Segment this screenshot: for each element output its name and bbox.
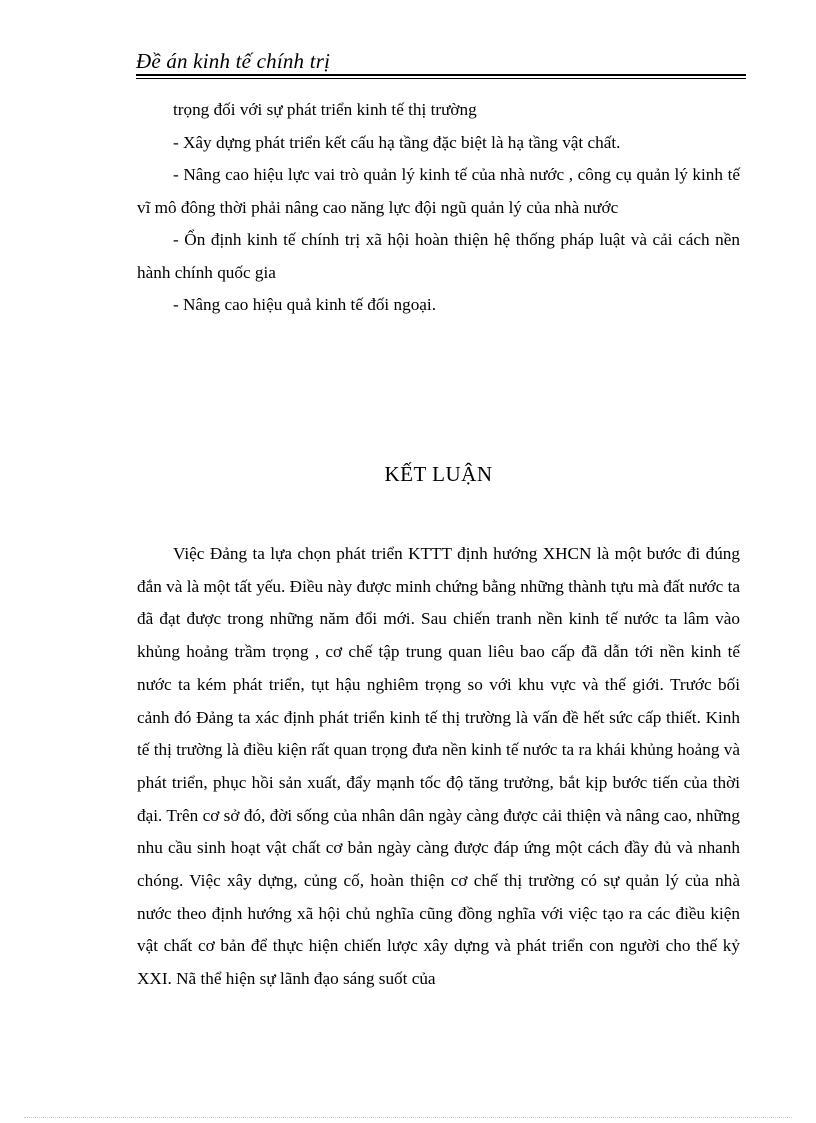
recommendations-list bbox=[137, 94, 740, 322]
list-item: - Xây dựng phát triển kết cấu hạ tầng đặc biệt là hạ tầng vật chất. bbox=[173, 132, 621, 152]
page-header bbox=[136, 48, 746, 79]
conclusion-body bbox=[137, 538, 740, 996]
header-title: Đề án kinh tế chính trị bbox=[136, 49, 331, 73]
list-continuation: trọng đối với sự phát triển kinh tế thị trường bbox=[173, 100, 477, 119]
header-rule-thick bbox=[136, 74, 746, 76]
list-item: - Ổn định kinh tế chính trị xã hội hoàn thiện hệ thống pháp luật và cải cách nền hành chính quốc gia bbox=[137, 230, 740, 282]
conclusion-paragraph: Việc Đảng ta lựa chọn phát triển KTTT định hướng XHCN là một bước đi đúng đắn và là một tất yếu. Điều này được minh chứng bằng những thành tựu mà đất nước ta đã đạt được trong những năm đổi mới. Sau chiến tranh nền kinh tế nước ta lâm vào khủng hoảng trầm trọng , cơ chế tập trung quan liêu bao cấp đã dẫn tới nền kinh tế nước ta kém phát triển, tụt hậu nghiêm trọng so với khu vực và thế giới. Trước bối cảnh đó Đảng ta xác định phát triển kinh tế thị trường là vấn đề hết sức cấp thiết. Kinh tế thị trường là điều kiện rất quan trọng đưa nền kinh tế nước ta ra khái khủng hoảng và phát triển, phục hồi sản xuất, đẩy mạnh tốc độ tăng trưởng, bắt kịp bước tiến của thời đại. Trên cơ sở đó, đời sống của nhân dân ngày càng được cải thiện và nâng cao, những nhu cầu sinh hoạt vật chất cơ bản ngày càng được đáp ứng một cách đầy đủ và nhanh chóng. Việc xây dựng, củng cố, hoàn thiện cơ chế thị trường có sự quản lý của nhà nước theo định hướng xã hội chủ nghĩa cũng đồng nghĩa với việc tạo ra các điều kiện vật chất cơ bản để thực hiện chiến lược xây dựng và phát triển con người cho thế kỷ XXI. Nã thể hiện sự lãnh đạo sáng suốt của bbox=[137, 544, 740, 989]
header-rule-thin bbox=[136, 78, 746, 79]
conclusion-title: KẾT LUẬN bbox=[384, 462, 493, 486]
list-item: - Nâng cao hiệu lực vai trò quản lý kinh tế của nhà nước , công cụ quản lý kinh tế vĩ mô đông thời phải nâng cao năng lực đội ngũ quản lý của nhà nước bbox=[137, 165, 740, 217]
list-item: - Nâng cao hiệu quả kinh tế đối ngoại. bbox=[173, 295, 436, 314]
page-bottom-divider bbox=[24, 1117, 792, 1118]
